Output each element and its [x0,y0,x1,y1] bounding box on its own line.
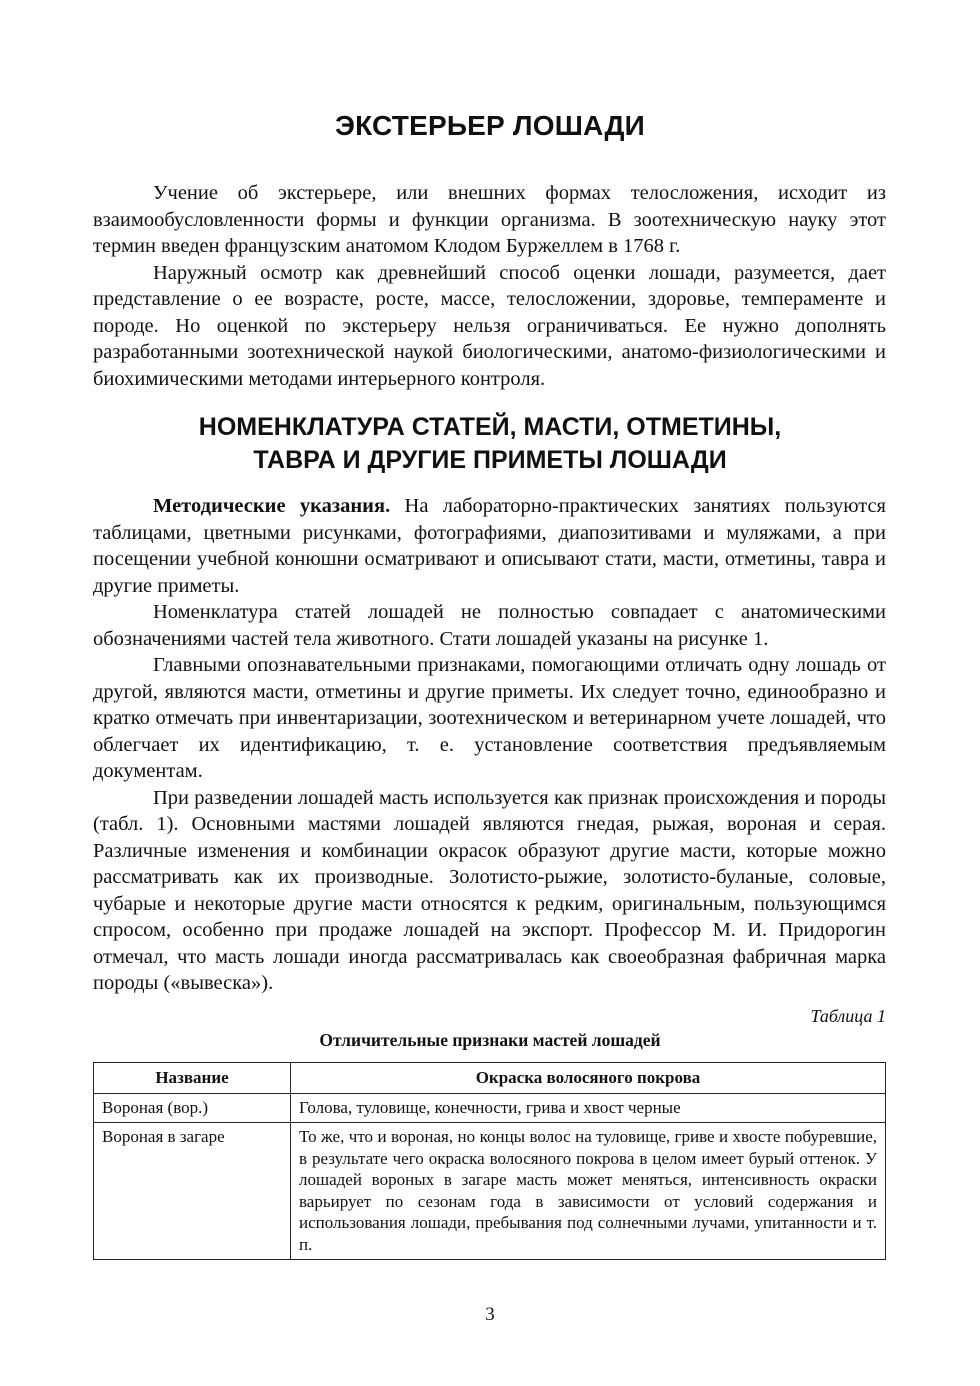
table-header-name: Название [94,1063,291,1094]
method-paragraph-3: Главными опознавательными признаками, помогающими отличать одну лошадь от другой, являются масти, отметины и другие приметы. Их следует точно, единообразно и кратко отмечать при инвентаризации, зоотехническом и ветеринарном учете лошадей, что облегчает их идентификацию, т. е. установление соответствия предъявляемым документам. [93,654,886,782]
intro-paragraph-2: Наружный осмотр как древнейший способ оценки лошади, разумеется, дает представление о ее возрасте, росте, массе, телосложении, здоровье, темпераменте и породе. Но оценкой по экстерьеру нельзя ограничиваться. Ее нужно дополнять разработанными зоотехнической наукой биологическими, анатомо-физиологическими и биохимическими методами интерьерного контроля. [93,261,886,390]
table-cell-name: Вороная в загаре [94,1123,291,1260]
table-header-row [94,1063,886,1094]
table-row [94,1123,886,1260]
method-lead-text: На лабораторно-практических занятиях пользуются таблицами, цветными рисунками, фотографиями, диапозитивами и муляжами, а при посещении учебной конюшни осматривают и описывают стати, масти, отметины, тавра и другие приметы. [93,495,886,597]
method-paragraph-1 [93,493,886,599]
table-row [94,1093,886,1123]
section-title-line-1: НОМЕНКЛАТУРА СТАТЕЙ, МАСТИ, ОТМЕТИНЫ, [198,413,782,441]
table-title: Отличительные признаки мастей лошадей [319,1030,661,1050]
page-title: ЭКСТЕРЬЕР ЛОШАДИ [335,110,645,141]
intro-paragraph-1: Учение об экстерьере, или внешних формах телосложения, исходит из взаимообусловленности формы и функции организма. В зоотехническую науку этот термин введен французским анатомом Клодом Буржеллем в 1768 г. [93,182,886,257]
intro-section [93,180,886,392]
method-lead: Методические указания. [153,495,391,517]
table-header-coat: Окраска волосяного покрова [291,1063,886,1094]
method-paragraph-2: Номенклатура статей лошадей не полностью совпадает с анатомическими обозначениями частей тела животного. Стати лошадей указаны на рисунке 1. [93,601,886,650]
horse-colors-table [93,1062,886,1260]
method-paragraph-4: При разведении лошадей масть используется как признак происхождения и породы (табл. 1). Основными мастями лошадей являются гнедая, рыжая, вороная и серая. Различные изменения и комбинации окрасок образуют другие масти, которые можно рассматривать как их производные. Золотисто-рыжие, золотисто-буланые, соловые, чубарые и некоторые другие масти относятся к редким, оригинальным, пользующимся спросом, особенно при продаже лошадей на экспорт. Профессор М. И. Придорогин отмечал, что масть лошади иногда рассматривалась как своеобразная фабричная марка породы («вывеска»). [93,786,886,994]
section-title [0,411,980,477]
table-cell-desc: То же, что и вороная, но концы волос на туловище, гриве и хвосте побуревшие, в результате чего окраска волосяного покрова в целом имеет бурый оттенок. У лошадей вороных в загаре масть может меняться, интенсивность окраски варьирует по сезонам года в зависимости от условий содержания и использования лошади, пребывания под солнечными лучами, упитанности и т. п. [291,1123,886,1260]
table-label: Таблица 1 [810,1006,886,1026]
table-cell-desc: Голова, туловище, конечности, грива и хвост черные [291,1093,886,1123]
table-cell-name: Вороная (вор.) [94,1093,291,1123]
method-section [93,493,886,997]
page-number: 3 [485,1304,495,1325]
section-title-line-2: ТАВРА И ДРУГИЕ ПРИМЕТЫ ЛОШАДИ [253,446,727,474]
